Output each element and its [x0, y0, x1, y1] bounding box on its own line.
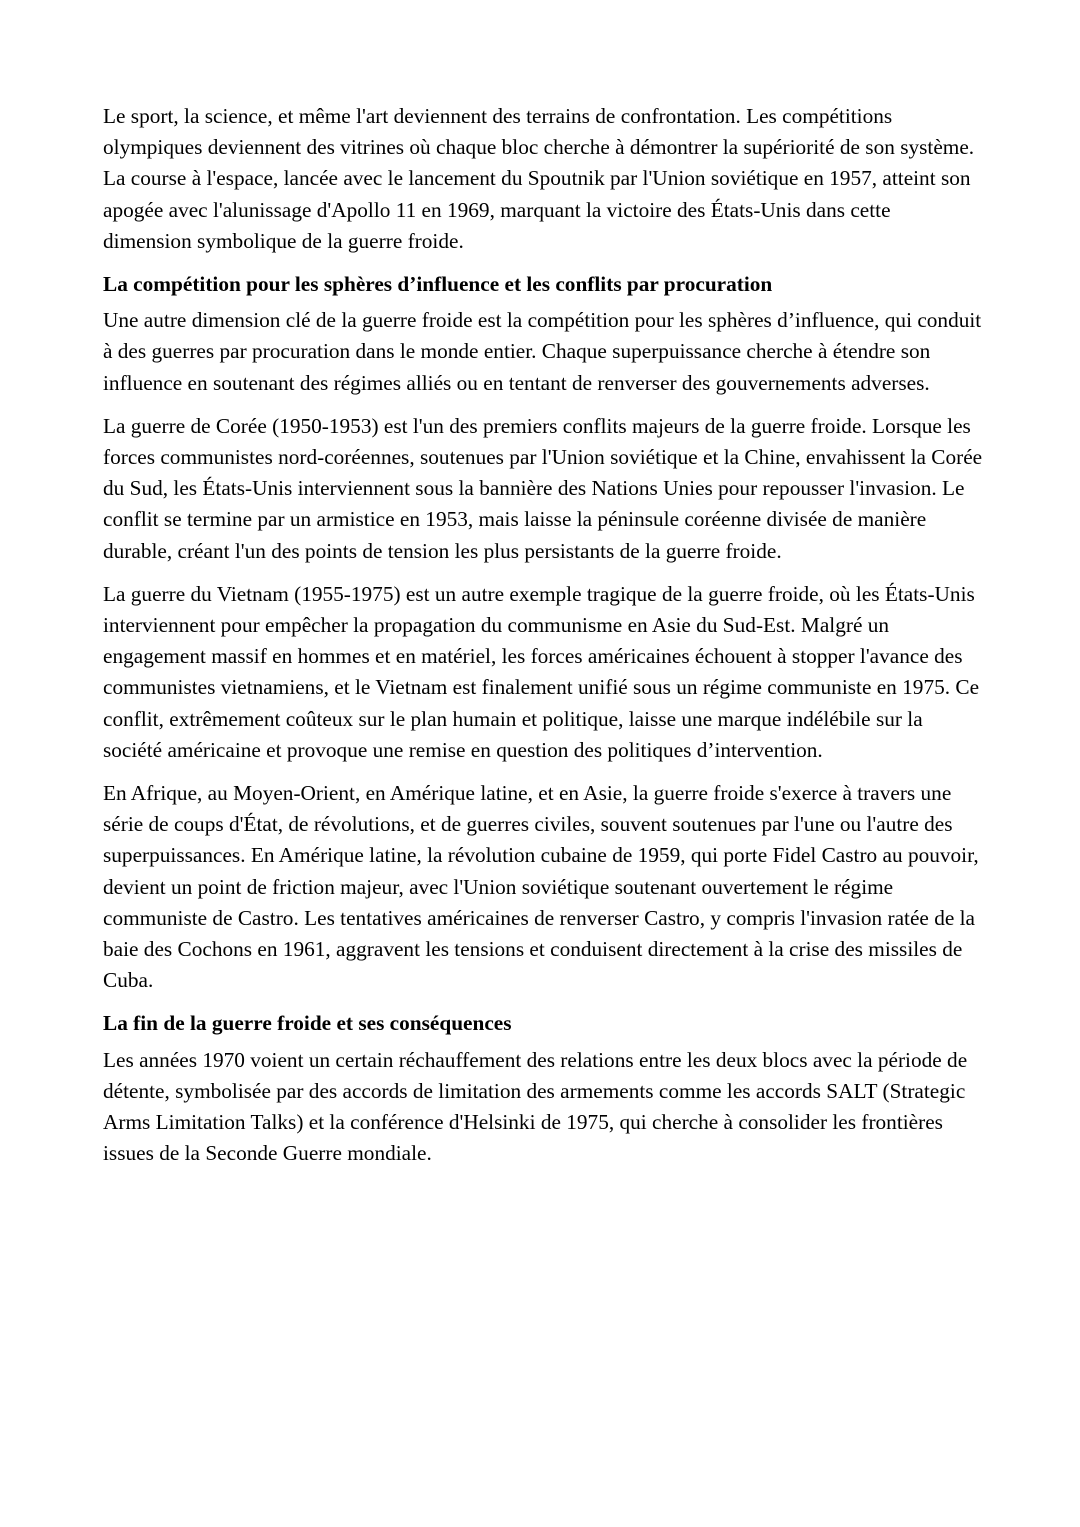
paragraph-vietnam-war: La guerre du Vietnam (1955-1975) est un autre exemple tragique de la guerre froide, où les États-Unis interviennent pour empêcher la propagation du communisme en Asie du Sud-Est. Malgré un engagement massif en hommes et en matériel, les forces américaines échouent à stopper l'avance des communistes vietnamiens, et le Vietnam est finalement unifié sous un régime communiste en 1975. Ce conflit, extrêmement coûteux sur le plan humain et politique, laisse une marque indélébile sur la société américaine et provoque une remise en question des politiques d’intervention.	[103, 581, 980, 762]
paragraph-detente: Les années 1970 voient un certain réchauffement des relations entre les deux blocs avec la période de détente, symbolisée par des accords de limitation des armements comme les accords SALT (Strategic Arms Limitation Talks) et la conférence d'Helsinki de 1975, qui cherche à consolider les frontières issues de la Seconde Guerre mondiale.	[103, 1047, 968, 1166]
document-page	[103, 101, 983, 1182]
paragraph-space-race: Le sport, la science, et même l'art deviennent des terrains de confrontation. Les compétitions olympiques deviennent des vitrines où chaque bloc cherche à démontrer la supériorité de son système. La course à l'espace, lancée avec le lancement du Spoutnik par l'Union soviétique en 1957, atteint son apogée avec l'alunissage d'Apollo 11 en 1969, marquant la victoire des États-Unis dans cette dimension symbolique de la guerre froide.	[103, 104, 975, 253]
heading-end-of-cold-war: La fin de la guerre froide et ses conséquences	[103, 1011, 512, 1036]
paragraph-global-conflicts: En Afrique, au Moyen-Orient, en Amérique latine, et en Asie, la guerre froide s'exerce à travers une série de coups d'État, de révolutions, et de guerres civiles, souvent soutenues par l'une ou l'autre des superpuissances. En Amérique latine, la révolution cubaine de 1959, qui porte Fidel Castro au pouvoir, devient un point de friction majeur, avec l'Union soviétique soutenant ouvertement le régime communiste de Castro. Les tentatives américaines de renverser Castro, y compris l'invasion ratée de la baie des Cochons en 1961, aggravent les tensions et conduisent directement à la crise des missiles de Cuba.	[103, 781, 979, 993]
paragraph-korean-war: La guerre de Corée (1950-1953) est l'un des premiers conflits majeurs de la guerre froide. Lorsque les forces communistes nord-coréennes, soutenues par l'Union soviétique et la Chine, envahissent la Corée du Sud, les États-Unis interviennent sous la bannière des Nations Unies pour repousser l'invasion. Le conflit se termine par un armistice en 1953, mais laisse la péninsule coréenne divisée de manière durable, créant l'un des points de tension les plus persistants de la guerre froide.	[103, 413, 983, 563]
heading-spheres-of-influence: La compétition pour les sphères d’influence et les conflits par procuration	[103, 272, 773, 297]
paragraph-proxy-wars: Une autre dimension clé de la guerre froide est la compétition pour les sphères d’influence, qui conduit à des guerres par procuration dans le monde entier. Chaque superpuissance cherche à étendre son influence en soutenant des régimes alliés ou en tentant de renverser des gouvernements adverses.	[103, 308, 982, 395]
